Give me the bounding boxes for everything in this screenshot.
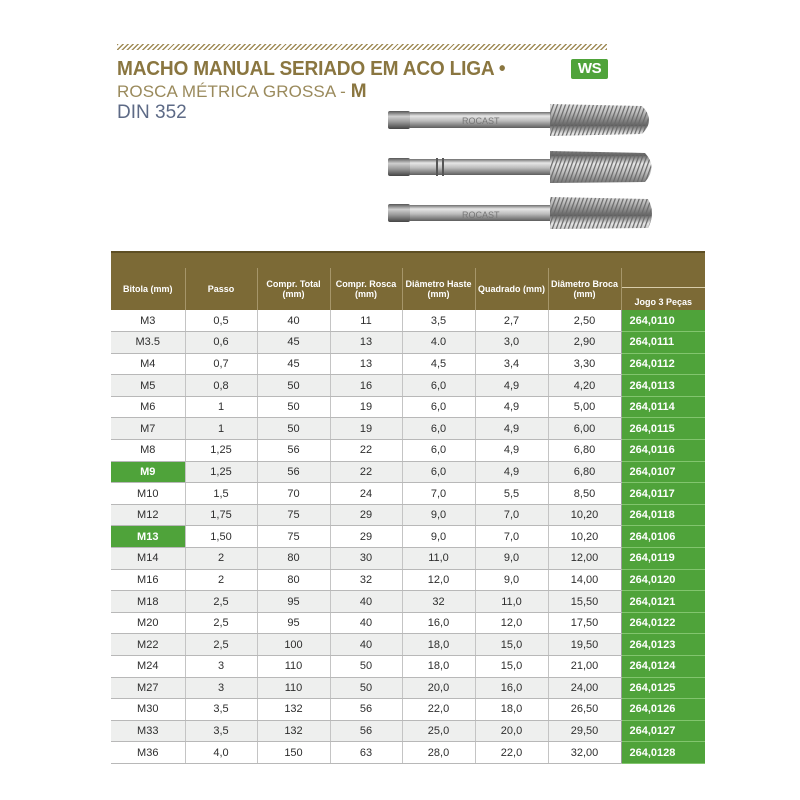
cell-bitola: M10 xyxy=(111,483,185,505)
cell-codigo: 264,0120 xyxy=(621,569,705,591)
cell-passo: 0,6 xyxy=(185,332,257,354)
cell-compr-total: 75 xyxy=(257,504,330,526)
cell-diametro-broca: 26,50 xyxy=(548,699,621,721)
cell-bitola: M3.5 xyxy=(111,332,185,354)
cell-quadrado: 18,0 xyxy=(475,699,548,721)
cell-codigo: 264,0106 xyxy=(621,526,705,548)
cell-quadrado: 4,9 xyxy=(475,375,548,397)
cell-bitola: M20 xyxy=(111,612,185,634)
table-row xyxy=(111,720,705,742)
cell-codigo: 264,0115 xyxy=(621,418,705,440)
cell-diametro-haste: 22,0 xyxy=(402,699,475,721)
table-row xyxy=(111,375,705,397)
cell-compr-total: 70 xyxy=(257,483,330,505)
cell-bitola: M16 xyxy=(111,569,185,591)
cell-compr-rosca: 13 xyxy=(330,332,402,354)
cell-codigo: 264,0126 xyxy=(621,699,705,721)
cell-diametro-haste: 3,5 xyxy=(402,310,475,332)
cell-bitola: M18 xyxy=(111,591,185,613)
cell-diametro-broca: 21,00 xyxy=(548,656,621,678)
cell-diametro-haste: 20,0 xyxy=(402,677,475,699)
cell-codigo: 264,0124 xyxy=(621,656,705,678)
cell-diametro-haste: 6,0 xyxy=(402,375,475,397)
cell-diametro-broca: 8,50 xyxy=(548,483,621,505)
cell-compr-rosca: 24 xyxy=(330,483,402,505)
cell-compr-rosca: 29 xyxy=(330,504,402,526)
cell-compr-total: 110 xyxy=(257,656,330,678)
cell-compr-rosca: 56 xyxy=(330,720,402,742)
cell-compr-total: 45 xyxy=(257,332,330,354)
cell-passo: 2,5 xyxy=(185,634,257,656)
table-row xyxy=(111,440,705,462)
cell-compr-rosca: 30 xyxy=(330,548,402,570)
cell-quadrado: 15,0 xyxy=(475,634,548,656)
cell-bitola: M36 xyxy=(111,742,185,764)
cell-bitola: M33 xyxy=(111,720,185,742)
cell-compr-total: 80 xyxy=(257,548,330,570)
cell-passo: 0,5 xyxy=(185,310,257,332)
cell-bitola: M27 xyxy=(111,677,185,699)
cell-compr-rosca: 29 xyxy=(330,526,402,548)
table-row xyxy=(111,353,705,375)
ws-material-badge: WS xyxy=(571,59,608,79)
cell-compr-rosca: 40 xyxy=(330,591,402,613)
cell-compr-total: 132 xyxy=(257,720,330,742)
header-compr-total: Compr. Total (mm) xyxy=(257,268,330,310)
table-row xyxy=(111,591,705,613)
cell-passo: 0,7 xyxy=(185,353,257,375)
table-row xyxy=(111,656,705,678)
cell-compr-rosca: 22 xyxy=(330,440,402,462)
cell-diametro-broca: 24,00 xyxy=(548,677,621,699)
header-passo: Passo xyxy=(185,268,257,310)
table-row xyxy=(111,569,705,591)
cell-diametro-broca: 4,20 xyxy=(548,375,621,397)
tap-brand-engraving-1: ROCAST xyxy=(462,116,500,126)
table-row xyxy=(111,504,705,526)
cell-diametro-haste: 9,0 xyxy=(402,526,475,548)
header-jogo-3-pecas xyxy=(621,268,705,310)
cell-quadrado: 7,0 xyxy=(475,526,548,548)
cell-diametro-haste: 28,0 xyxy=(402,742,475,764)
cell-compr-rosca: 50 xyxy=(330,656,402,678)
cell-quadrado: 4,9 xyxy=(475,396,548,418)
cell-compr-total: 40 xyxy=(257,310,330,332)
table-row xyxy=(111,677,705,699)
cell-bitola: M8 xyxy=(111,440,185,462)
cell-compr-total: 50 xyxy=(257,418,330,440)
cell-codigo: 264,0127 xyxy=(621,720,705,742)
cell-codigo: 264,0118 xyxy=(621,504,705,526)
cell-quadrado: 12,0 xyxy=(475,612,548,634)
cell-bitola: M12 xyxy=(111,504,185,526)
product-title-text: MACHO MANUAL SERIADO EM ACO LIGA • xyxy=(117,57,506,80)
cell-quadrado: 3,0 xyxy=(475,332,548,354)
cell-codigo: 264,0111 xyxy=(621,332,705,354)
cell-quadrado: 9,0 xyxy=(475,569,548,591)
cell-diametro-broca: 29,50 xyxy=(548,720,621,742)
tap-brand-engraving-2: ROCAST xyxy=(462,210,500,220)
header-quadrado: Quadrado (mm) xyxy=(475,268,548,310)
cell-compr-rosca: 16 xyxy=(330,375,402,397)
cell-diametro-haste: 7,0 xyxy=(402,483,475,505)
cell-quadrado: 4,9 xyxy=(475,418,548,440)
cell-compr-rosca: 19 xyxy=(330,418,402,440)
cell-bitola: M3 xyxy=(111,310,185,332)
table-row xyxy=(111,310,705,332)
cell-passo: 0,8 xyxy=(185,375,257,397)
cell-compr-rosca: 40 xyxy=(330,634,402,656)
cell-quadrado: 7,0 xyxy=(475,504,548,526)
thread-type-subtitle xyxy=(117,81,367,103)
cell-compr-total: 80 xyxy=(257,569,330,591)
cell-bitola: M9 xyxy=(111,461,185,483)
cell-diametro-broca: 3,30 xyxy=(548,353,621,375)
cell-diametro-broca: 12,00 xyxy=(548,548,621,570)
cell-compr-rosca: 13 xyxy=(330,353,402,375)
specifications-table-container xyxy=(111,251,705,764)
cell-diametro-haste: 18,0 xyxy=(402,656,475,678)
cell-passo: 2,5 xyxy=(185,612,257,634)
cell-diametro-broca: 19,50 xyxy=(548,634,621,656)
cell-codigo: 264,0110 xyxy=(621,310,705,332)
subtitle-text: ROSCA MÉTRICA GROSSA - xyxy=(117,82,351,101)
cell-compr-rosca: 22 xyxy=(330,461,402,483)
cell-compr-total: 100 xyxy=(257,634,330,656)
cell-quadrado: 4,9 xyxy=(475,440,548,462)
cell-codigo: 264,0122 xyxy=(621,612,705,634)
cell-bitola: M24 xyxy=(111,656,185,678)
cell-quadrado: 20,0 xyxy=(475,720,548,742)
cell-diametro-broca: 5,00 xyxy=(548,396,621,418)
header-bitola: Bitola (mm) xyxy=(111,268,185,310)
table-header-row xyxy=(111,268,705,310)
cell-quadrado: 2,7 xyxy=(475,310,548,332)
cell-compr-rosca: 40 xyxy=(330,612,402,634)
specifications-table xyxy=(111,268,705,764)
cell-diametro-haste: 4.0 xyxy=(402,332,475,354)
table-row xyxy=(111,634,705,656)
cell-bitola: M5 xyxy=(111,375,185,397)
table-row xyxy=(111,612,705,634)
cell-bitola: M22 xyxy=(111,634,185,656)
cell-passo: 3,5 xyxy=(185,699,257,721)
table-row xyxy=(111,483,705,505)
cell-compr-rosca: 11 xyxy=(330,310,402,332)
product-title xyxy=(117,57,505,81)
cell-compr-total: 50 xyxy=(257,375,330,397)
table-row xyxy=(111,742,705,764)
cell-diametro-broca: 10,20 xyxy=(548,526,621,548)
cell-diametro-haste: 6,0 xyxy=(402,396,475,418)
cell-compr-total: 56 xyxy=(257,440,330,462)
cell-quadrado: 11,0 xyxy=(475,591,548,613)
cell-diametro-haste: 9,0 xyxy=(402,504,475,526)
cell-diametro-haste: 18,0 xyxy=(402,634,475,656)
cell-diametro-broca: 14,00 xyxy=(548,569,621,591)
cell-passo: 1,25 xyxy=(185,440,257,462)
cell-diametro-broca: 10,20 xyxy=(548,504,621,526)
header-diametro-broca: Diâmetro Broca (mm) xyxy=(548,268,621,310)
cell-compr-total: 110 xyxy=(257,677,330,699)
cell-compr-rosca: 56 xyxy=(330,699,402,721)
table-row xyxy=(111,396,705,418)
cell-bitola: M4 xyxy=(111,353,185,375)
table-row xyxy=(111,332,705,354)
cell-bitola: M14 xyxy=(111,548,185,570)
cell-codigo: 264,0107 xyxy=(621,461,705,483)
cell-compr-total: 95 xyxy=(257,591,330,613)
header-compr-rosca: Compr. Rosca (mm) xyxy=(330,268,402,310)
cell-bitola: M30 xyxy=(111,699,185,721)
cell-passo: 1,5 xyxy=(185,483,257,505)
cell-diametro-broca: 2,90 xyxy=(548,332,621,354)
cell-passo: 1 xyxy=(185,418,257,440)
table-row xyxy=(111,526,705,548)
cell-passo: 1,25 xyxy=(185,461,257,483)
cell-codigo: 264,0128 xyxy=(621,742,705,764)
decorative-hatch-line xyxy=(117,44,607,50)
tap-plug xyxy=(388,151,652,183)
cell-quadrado: 3,4 xyxy=(475,353,548,375)
cell-quadrado: 5,5 xyxy=(475,483,548,505)
cell-quadrado: 16,0 xyxy=(475,677,548,699)
cell-diametro-haste: 12,0 xyxy=(402,569,475,591)
cell-diametro-haste: 32 xyxy=(402,591,475,613)
cell-compr-rosca: 32 xyxy=(330,569,402,591)
header-diametro-haste: Diâmetro Haste (mm) xyxy=(402,268,475,310)
cell-diametro-haste: 6,0 xyxy=(402,418,475,440)
cell-diametro-broca: 6,80 xyxy=(548,440,621,462)
cell-diametro-haste: 11,0 xyxy=(402,548,475,570)
cell-passo: 4,0 xyxy=(185,742,257,764)
cell-codigo: 264,0121 xyxy=(621,591,705,613)
cell-codigo: 264,0123 xyxy=(621,634,705,656)
cell-bitola: M6 xyxy=(111,396,185,418)
cell-codigo: 264,0119 xyxy=(621,548,705,570)
cell-diametro-haste: 25,0 xyxy=(402,720,475,742)
cell-quadrado: 22,0 xyxy=(475,742,548,764)
table-row xyxy=(111,548,705,570)
cell-compr-total: 50 xyxy=(257,396,330,418)
table-body xyxy=(111,310,705,763)
cell-compr-rosca: 63 xyxy=(330,742,402,764)
table-row xyxy=(111,418,705,440)
cell-codigo: 264,0125 xyxy=(621,677,705,699)
cell-passo: 3 xyxy=(185,656,257,678)
din-standard-label: DIN 352 xyxy=(117,102,187,123)
cell-diametro-broca: 32,00 xyxy=(548,742,621,764)
cell-passo: 2 xyxy=(185,569,257,591)
cell-diametro-broca: 15,50 xyxy=(548,591,621,613)
cell-bitola: M7 xyxy=(111,418,185,440)
tap-taper xyxy=(388,104,649,136)
cell-diametro-broca: 6,80 xyxy=(548,461,621,483)
table-row xyxy=(111,461,705,483)
cell-diametro-haste: 6,0 xyxy=(402,440,475,462)
cell-passo: 2,5 xyxy=(185,591,257,613)
subtitle-thread-code: M xyxy=(350,81,367,102)
cell-codigo: 264,0114 xyxy=(621,396,705,418)
cell-passo: 3 xyxy=(185,677,257,699)
cell-codigo: 264,0113 xyxy=(621,375,705,397)
table-top-band xyxy=(111,251,705,268)
cell-compr-rosca: 50 xyxy=(330,677,402,699)
cell-diametro-broca: 17,50 xyxy=(548,612,621,634)
header-jogo-label: Jogo 3 Peças xyxy=(634,297,693,307)
cell-compr-total: 45 xyxy=(257,353,330,375)
cell-passo: 1,50 xyxy=(185,526,257,548)
cell-compr-total: 95 xyxy=(257,612,330,634)
cell-diametro-haste: 4,5 xyxy=(402,353,475,375)
cell-diametro-haste: 16,0 xyxy=(402,612,475,634)
cell-quadrado: 9,0 xyxy=(475,548,548,570)
cell-bitola: M13 xyxy=(111,526,185,548)
cell-compr-total: 56 xyxy=(257,461,330,483)
cell-compr-total: 132 xyxy=(257,699,330,721)
tap-set-illustration xyxy=(380,96,660,246)
cell-diametro-haste: 6,0 xyxy=(402,461,475,483)
cell-passo: 1,75 xyxy=(185,504,257,526)
cell-quadrado: 4,9 xyxy=(475,461,548,483)
table-row xyxy=(111,699,705,721)
cell-passo: 3,5 xyxy=(185,720,257,742)
cell-diametro-broca: 6,00 xyxy=(548,418,621,440)
tap-bottoming xyxy=(388,197,652,229)
cell-codigo: 264,0116 xyxy=(621,440,705,462)
cell-compr-rosca: 19 xyxy=(330,396,402,418)
cell-passo: 1 xyxy=(185,396,257,418)
cell-compr-total: 150 xyxy=(257,742,330,764)
cell-codigo: 264,0117 xyxy=(621,483,705,505)
cell-quadrado: 15,0 xyxy=(475,656,548,678)
cell-compr-total: 75 xyxy=(257,526,330,548)
cell-passo: 2 xyxy=(185,548,257,570)
cell-diametro-broca: 2,50 xyxy=(548,310,621,332)
cell-codigo: 264,0112 xyxy=(621,353,705,375)
